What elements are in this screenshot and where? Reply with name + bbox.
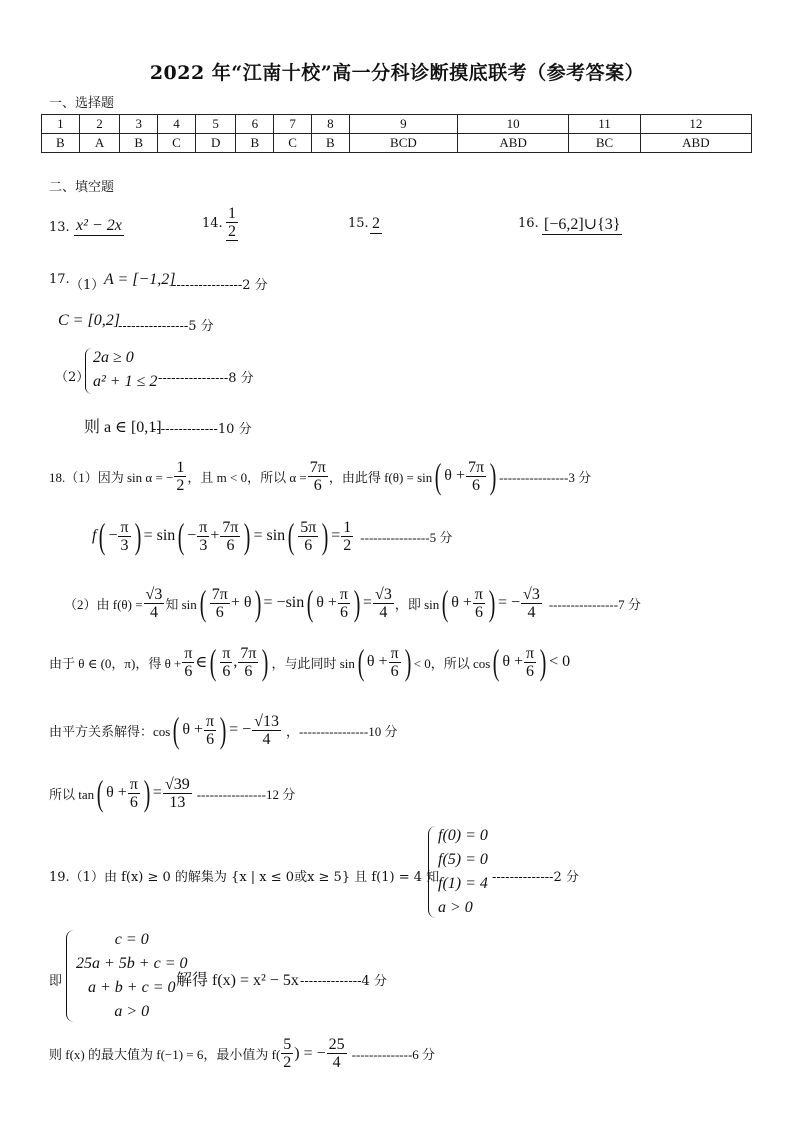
q19-l3-score: --------------6 分 [351,1047,436,1062]
q18-l3-text-e: θ + [316,594,337,611]
q18-l2-frac2-num: π [199,518,208,536]
answer-value-cell: B [236,134,274,153]
q18-l1-text-c: ，由此得 f(θ) = sin [328,469,433,485]
q19-system1-brace [428,826,436,918]
right-paren: ) [244,516,251,556]
q18-l3-six: 6 [339,603,348,621]
q18-l2-frac5-num: 1 [343,518,352,536]
answer-table-number-row [42,115,752,134]
q18-l3-frac-num: 7π [211,585,228,603]
answer-value-cell: BCD [349,134,457,153]
q18-l4-comma: , [233,653,238,670]
q18-l3-equals: = [363,594,373,611]
q18-l1-text-d: θ + [444,467,465,484]
q14-answer [225,205,239,241]
q18-l3-text-g: ，即 sin [394,596,440,612]
q18-l6-sqrt39: √39 [164,775,190,793]
left-paren: ( [493,642,500,682]
q18-line4 [49,644,570,680]
right-paren: ) [539,642,547,682]
system-line: a > 0 [114,1003,150,1020]
q18-l2-minus2: − [187,527,197,544]
answer-value-cell: B [120,134,158,153]
q18-l4-theta2: θ + [502,653,524,670]
answer-value-cell: D [195,134,236,153]
q17-system-line2: a² + 1 ≤ 2 [93,373,158,390]
q18-l3-sqrt3b: √3 [375,585,392,603]
q19-l1-score: --------------2 分 [492,870,579,885]
q18-l4-pi: π [184,644,193,662]
system-line: 25a + 5b + c = 0 [76,955,188,972]
q18-l1-frac2-den: 6 [313,476,322,494]
q18-line3 [64,585,641,621]
q18-l3-score: ----------------7 分 [548,596,641,612]
q13-label: 13. [49,220,70,235]
q18-l1-text-a: 18.（1）因为 sin α = − [49,469,174,485]
left-paren: ( [287,516,295,556]
q19-l3-text-a: 则 f(x) 的最大值为 f(−1) = 6，最小值为 f( [49,1047,281,1062]
left-paren: ( [434,456,442,496]
answer-value-cell: B [311,134,349,153]
answer-number-cell: 3 [120,115,158,134]
q18-l4-text-c: ，与此同时 sin [271,655,355,671]
q18-l2-frac3-den: 6 [226,536,235,554]
q18-l2-frac4-num: 5π [300,518,317,536]
q18-l3-sqrt3: √3 [145,585,163,603]
q18-l4-theta: θ + [366,653,388,670]
q19-system2-brace [66,930,74,1022]
left-paren: ( [173,710,180,750]
q19-system2 [76,928,188,1024]
q18-l6-six: 6 [129,793,138,811]
q18-l4-pi3: π [390,644,399,662]
page-title: 2022 年“江南十校”高一分科诊断摸底联考（参考答案） [149,62,645,84]
q18-l2-sin1: = sin [143,527,176,544]
q18-l1-frac3-num: 7π [467,458,485,476]
q18-l3-pi: π [339,585,348,603]
q18-l4-text-a: 由于 θ ∈ (0，π)，得 θ + [49,655,182,671]
left-paren: ( [210,642,217,682]
q19-l3-frac-den: 2 [283,1054,292,1071]
q17-part1-tag: （1） [70,278,105,293]
q18-l3-text-e2: θ + [451,594,472,611]
q18-l3-sqrt3c: √3 [523,585,540,603]
section-choice-heading: 一、选择题 [49,96,115,111]
q17-system-brace [85,348,92,394]
left-paren: ( [357,642,365,682]
section-fill-heading: 二、填空题 [49,180,115,195]
q18-l3-text-c: + θ [230,594,252,611]
answer-number-cell: 1 [42,115,80,134]
answer-value-cell: C [274,134,312,153]
q18-l4-text-d: < 0，所以 cos [413,655,491,671]
q18-l4-pi2: π [222,644,231,662]
q18-l5-eq: = − [229,721,252,738]
q18-l4-pi4: π [526,644,535,662]
answer-number-cell: 8 [311,115,349,134]
left-paren: ( [199,583,207,623]
answer-number-cell: 12 [640,115,751,134]
right-paren: ) [488,583,496,623]
q18-l5-four: 4 [262,730,271,748]
q18-l1-frac1-num: 1 [176,458,185,476]
q18-l5-score: ，----------------10 分 [285,723,398,739]
q18-l6-pi: π [129,775,138,793]
q18-l4-six5: 6 [526,662,535,680]
q19-l3-text-b: ) = − [294,1044,326,1062]
q15-label: 15. [348,216,369,231]
q17-part2-tag: （2） [55,370,90,385]
left-paren: ( [99,516,106,556]
q18-l4-text-e: < 0 [549,653,571,670]
answer-number-cell: 11 [569,115,641,134]
right-paren: ) [262,642,269,682]
q14-numerator: 1 [228,205,236,222]
q16-label: 16. [518,216,539,231]
q17-label: 17. [49,272,70,287]
answer-number-cell: 4 [158,115,196,134]
answer-number-cell: 9 [349,115,457,134]
q18-l6-13: 13 [169,793,186,811]
q18-l5-six: 6 [206,730,215,748]
q19-l3-frac2-num: 25 [328,1036,345,1053]
system-line: a > 0 [438,899,473,916]
q18-l4-six2: 6 [222,662,231,680]
q18-l3-text-d: = −sin [263,594,305,611]
q18-line1 [49,458,591,494]
q18-l6-score: ----------------12 分 [196,786,296,802]
q18-l5-sqrt13: √13 [254,712,279,730]
q17-c-score: ----------------5 分 [118,319,214,334]
answer-number-cell: 7 [274,115,312,134]
q13-answer: x² − 2x [76,217,122,234]
q18-l6-text-a: 所以 tan [49,786,95,802]
q18-l4-six3: 6 [244,662,253,680]
system-line: a + b + c = 0 [88,979,176,996]
q17-system [93,346,157,394]
q18-l2-sin2: = sin [253,527,286,544]
q18-l2-plus: + [210,527,220,544]
left-paren: ( [96,773,104,813]
q18-l3-pi2: π [474,585,483,603]
q19-l2-text: 解得 f(x) = x² − 5x [176,972,299,989]
q18-l4-7pi: 7π [240,644,257,662]
right-paren: ) [321,516,329,556]
left-paren: ( [306,583,314,623]
q18-l3-four: 4 [149,603,158,621]
q19-l3-frac2-den: 4 [332,1054,341,1071]
q19-line1: 19.（1）由 f(x) ≥ 0 的解集为 {x | x ≤ 0或x ≥ 5} 且 f(1) = 4 知 [49,870,440,885]
q18-l1-score: ----------------3 分 [499,469,592,485]
q16-answer: [−6,2]∪{3} [544,216,621,233]
right-paren: ) [254,583,261,623]
left-paren: ( [441,583,449,623]
q17-part1-expr: A = [−1,2] [104,271,176,288]
q18-l2-frac1-num: π [120,518,129,536]
answer-number-cell: 6 [236,115,274,134]
q18-l3-text-a: （2）由 f(θ) = [64,596,143,612]
answer-value-cell: ABD [458,134,569,153]
q18-l2-equals: = [331,527,341,544]
q18-l2-minus: − [108,527,118,544]
q17-conclusion: 则 a ∈ [0,1] [84,419,162,436]
q18-l5-pi: π [206,712,215,730]
q18-l2-frac1-den: 3 [120,536,129,554]
q18-l1-text-b: ，且 m < 0，所以 α = [187,469,307,485]
q18-l2-frac4-den: 6 [304,536,313,554]
q17-system-line1: 2a ≥ 0 [93,349,134,366]
q17-c-expr: C = [0,2] [58,312,120,329]
answer-value-cell: ABD [640,134,751,153]
q18-l6-theta: θ + [106,784,127,801]
q19-l2-score: --------------4 分 [300,974,387,989]
right-paren: ) [353,583,361,623]
q18-l3-text-h: = − [498,594,521,611]
q18-l3-six2: 6 [474,603,483,621]
q18-l3-fourc: 4 [527,603,536,621]
answer-number-cell: 2 [79,115,120,134]
q19-l2-tag: 即 [49,974,63,989]
q18-l5-theta: θ + [182,721,204,738]
q18-line6 [49,775,295,811]
q18-l2-frac5-den: 2 [343,536,352,554]
answer-value-cell: B [42,134,80,153]
q18-l4-in: ∈ [195,654,208,671]
system-line: f(1) = 4 [438,875,488,892]
right-paren: ) [134,516,141,556]
q18-l5-text-a: 由平方关系解得：cos [49,723,171,739]
q17-part2-score: ----------------8 分 [158,371,254,386]
answer-number-cell: 10 [458,115,569,134]
q18-line2 [92,518,452,554]
right-paren: ) [143,773,151,813]
q18-line5 [49,712,397,748]
q18-l3-text-b: 知 sin [165,596,197,612]
q14-denominator: 2 [228,223,236,240]
q17-part1-score: ----------------2 分 [172,278,268,293]
q18-l3-frac-den: 6 [215,603,224,621]
answer-value-cell: C [158,134,196,153]
q19-line3 [49,1036,435,1071]
q14-label: 14. [202,216,223,231]
q18-l2-score: ----------------5 分 [360,529,453,545]
answer-number-cell: 5 [195,115,236,134]
system-line: c = 0 [114,931,149,948]
q17-conclusion-score: ---------------10 分 [152,422,252,437]
right-paren: ) [219,710,227,750]
q18-l1-frac2-num: 7π [309,458,326,476]
system-line: f(5) = 0 [438,851,488,868]
answer-table-answer-row [42,134,752,153]
q19-l3-frac-num: 5 [283,1036,292,1053]
answer-value-cell: BC [569,134,641,153]
q15-answer: 2 [372,215,380,232]
right-paren: ) [404,642,411,682]
left-paren: ( [177,516,185,556]
q18-l1-frac1-den: 2 [176,476,185,494]
answer-value-cell: A [79,134,120,153]
q18-l3-fourb: 4 [379,603,388,621]
answer-table [41,114,752,153]
q18-l4-six: 6 [184,662,193,680]
q18-l2-frac3-num: 7π [222,518,239,536]
right-paren: ) [489,456,497,496]
q18-l2-f: f [92,527,97,544]
q18-l4-six4: 6 [390,662,399,680]
q18-l2-frac2-den: 3 [199,536,208,554]
q18-l6-eq: = [152,784,162,801]
q18-l1-frac3-den: 6 [472,476,481,494]
system-line: f(0) = 0 [438,827,488,844]
q19-system1 [438,824,488,920]
